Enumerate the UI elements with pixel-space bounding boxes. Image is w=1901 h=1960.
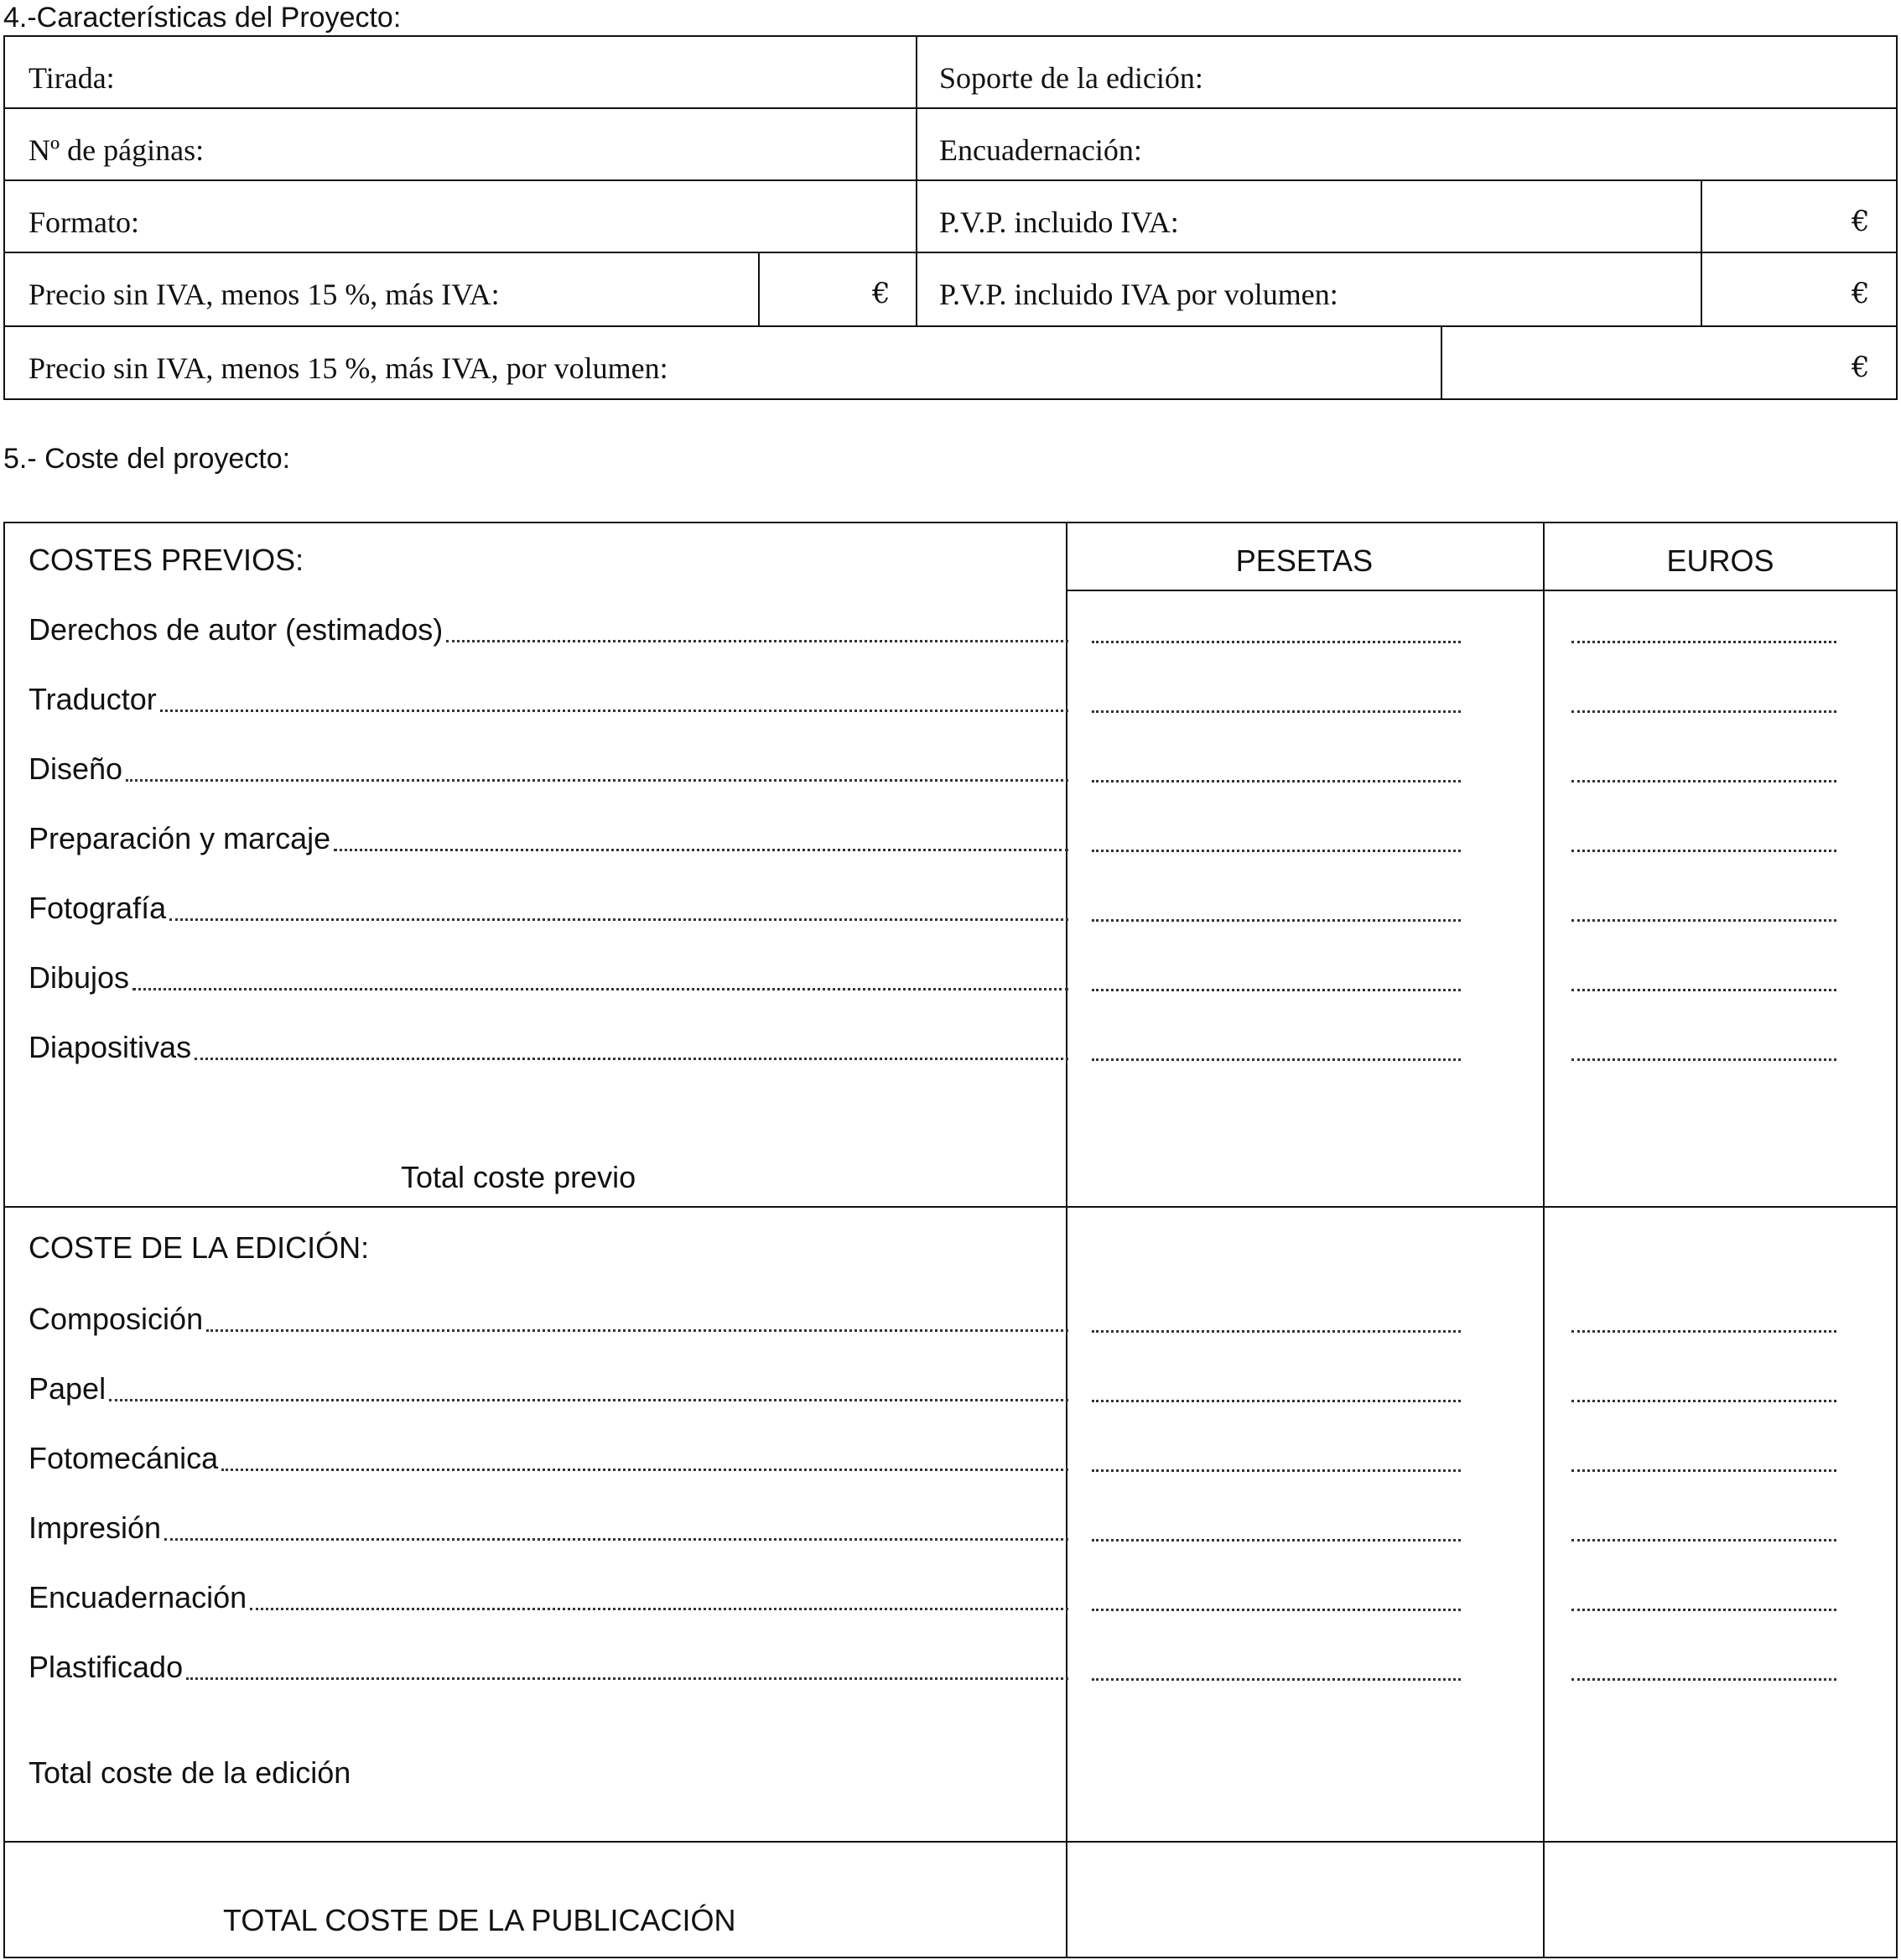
- total-coste-edicion-label: Total coste de la edición: [29, 1755, 351, 1790]
- cost-item-label: Diapositivas: [29, 1030, 192, 1064]
- leader-dots: [195, 1057, 1068, 1060]
- euro-symbol: €: [1852, 277, 1870, 310]
- field-pvp-iva: P.V.P. incluido IVA:: [939, 205, 1179, 239]
- row-divider: [3, 325, 1898, 327]
- leader-dots: [206, 1328, 1068, 1332]
- row-divider: [3, 252, 1898, 253]
- field-precio-sin-iva: Precio sin IVA, menos 15 %, más IVA:: [29, 278, 500, 311]
- header-divider: [1066, 590, 1898, 591]
- column-header-pesetas: PESETAS: [1235, 543, 1374, 578]
- cost-row: [29, 1030, 1068, 1067]
- cost-item-label: Fotografía: [29, 891, 167, 925]
- column-divider: [916, 35, 917, 327]
- leader-dots: [334, 848, 1068, 851]
- column-divider: [1701, 179, 1702, 327]
- cost-item-label: Derechos de autor (estimados): [29, 612, 444, 647]
- cost-item-label: Impresión: [29, 1510, 162, 1545]
- cost-row: [29, 821, 1068, 858]
- leader-dots: [221, 1468, 1068, 1471]
- leader-dots: [160, 709, 1068, 712]
- leader-dots: [164, 1537, 1068, 1541]
- leader-dots: [446, 639, 1068, 642]
- cost-row: [29, 1650, 1068, 1687]
- euro-symbol: €: [1852, 351, 1870, 384]
- leader-dots: [109, 1398, 1068, 1401]
- cost-row: [29, 1510, 1068, 1547]
- cost-row: [29, 682, 1068, 719]
- leader-dots: [186, 1677, 1068, 1680]
- section-divider: [3, 1206, 1898, 1208]
- pesetas-input-line[interactable]: [1092, 1678, 1461, 1681]
- cost-row: [29, 960, 1068, 997]
- total-coste-publicacion-label: TOTAL COSTE DE LA PUBLICACIÓN: [223, 1903, 736, 1937]
- column-divider: [758, 252, 760, 327]
- section-divider: [3, 1841, 1898, 1843]
- costes-previos-heading: COSTES PREVIOS:: [29, 543, 304, 577]
- euros-input-line[interactable]: [1571, 1678, 1836, 1681]
- column-divider: [1066, 522, 1067, 1958]
- cost-row: [29, 751, 1068, 788]
- cost-row: [29, 891, 1068, 928]
- cost-item-label: Dibujos: [29, 960, 130, 995]
- pesetas-input-line[interactable]: [1092, 1539, 1461, 1541]
- cost-item-label: Encuadernación: [29, 1580, 247, 1614]
- field-precio-sin-iva-volumen: Precio sin IVA, menos 15 %, más IVA, por volumen:: [29, 351, 668, 385]
- pesetas-input-line[interactable]: [1092, 1469, 1461, 1472]
- pesetas-input-line[interactable]: [1092, 1330, 1461, 1333]
- field-encuadernacion: Encuadernación:: [939, 133, 1142, 167]
- cost-row: [29, 1371, 1068, 1408]
- section5-title: 5.- Coste del proyecto:: [3, 443, 291, 475]
- euros-input-line[interactable]: [1571, 1609, 1836, 1611]
- cost-row: [29, 1441, 1068, 1478]
- cost-item-label: Papel: [29, 1371, 106, 1406]
- euros-input-line[interactable]: [1571, 1400, 1836, 1402]
- cost-row: [29, 1302, 1068, 1339]
- column-divider: [1441, 325, 1442, 400]
- row-divider: [3, 107, 1898, 109]
- euros-input-line[interactable]: [1571, 1469, 1836, 1472]
- euros-input-line[interactable]: [1571, 850, 1836, 852]
- cost-item-label: Composición: [29, 1302, 204, 1336]
- field-paginas: Nº de páginas:: [29, 133, 205, 167]
- euros-input-line[interactable]: [1571, 989, 1836, 991]
- pesetas-input-line[interactable]: [1092, 989, 1461, 991]
- coste-edicion-heading: COSTE DE LA EDICIÓN:: [29, 1230, 370, 1265]
- pesetas-input-line[interactable]: [1092, 1400, 1461, 1402]
- cost-row: [29, 1580, 1068, 1617]
- pesetas-input-line[interactable]: [1092, 1609, 1461, 1611]
- euros-input-line[interactable]: [1571, 1330, 1836, 1333]
- field-pvp-iva-volumen: P.V.P. incluido IVA por volumen:: [939, 278, 1338, 311]
- euros-input-line[interactable]: [1571, 780, 1836, 782]
- pesetas-input-line[interactable]: [1092, 641, 1461, 643]
- pesetas-input-line[interactable]: [1092, 710, 1461, 713]
- pesetas-input-line[interactable]: [1092, 919, 1461, 922]
- pesetas-input-line[interactable]: [1092, 780, 1461, 782]
- cost-item-label: Preparación y marcaje: [29, 821, 331, 855]
- euro-symbol: €: [1852, 205, 1870, 238]
- pesetas-input-line[interactable]: [1092, 850, 1461, 852]
- column-header-euros: EUROS: [1666, 543, 1774, 578]
- row-divider: [3, 179, 1898, 181]
- cost-item-label: Traductor: [29, 682, 157, 716]
- euros-input-line[interactable]: [1571, 641, 1836, 643]
- euro-symbol: €: [872, 277, 891, 310]
- leader-dots: [169, 918, 1068, 921]
- leader-dots: [250, 1607, 1068, 1610]
- field-tirada: Tirada:: [29, 61, 115, 95]
- total-coste-previo-label: Total coste previo: [401, 1160, 636, 1194]
- pesetas-input-line[interactable]: [1092, 1058, 1461, 1061]
- column-divider: [1543, 522, 1545, 1958]
- field-soporte: Soporte de la edición:: [939, 61, 1203, 95]
- cost-item-label: Fotomecánica: [29, 1441, 219, 1475]
- section4-title: 4.-Características del Proyecto:: [3, 2, 402, 34]
- leader-dots: [132, 987, 1068, 990]
- cost-item-label: Diseño: [29, 751, 123, 786]
- euros-input-line[interactable]: [1571, 710, 1836, 713]
- field-formato: Formato:: [29, 205, 139, 239]
- cost-item-label: Plastificado: [29, 1650, 184, 1684]
- euros-input-line[interactable]: [1571, 1539, 1836, 1541]
- euros-input-line[interactable]: [1571, 919, 1836, 922]
- cost-row: [29, 612, 1068, 649]
- leader-dots: [126, 778, 1068, 782]
- euros-input-line[interactable]: [1571, 1058, 1836, 1061]
